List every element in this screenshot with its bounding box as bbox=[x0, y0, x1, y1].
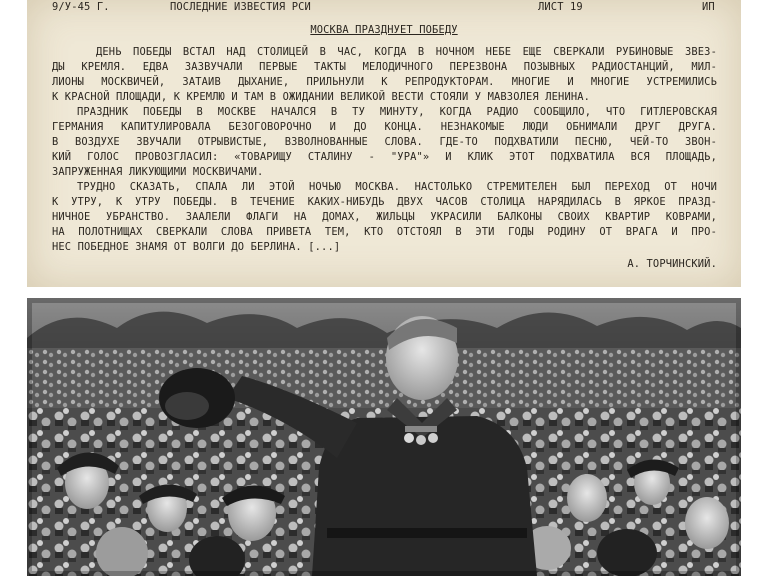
typewritten-document bbox=[27, 0, 741, 287]
text-line: К КРАСНОЙ ПЛОЩАДИ, К КРЕМЛЮ И ТАМ В ОЖИДАНИИ ВЕЛИКОЙ ВЕСТИ СТОЯЛИ У МАВЗОЛЕЯ ЛЕНИНА. bbox=[52, 91, 591, 103]
document-header bbox=[27, 0, 741, 14]
text-line: НЕС ПОБЕДНОЕ ЗНАМЯ ОТ ВОЛГИ ДО БЕРЛИНА. [...] bbox=[52, 241, 341, 253]
article-author: А. ТОРЧИНСКИЙ. bbox=[627, 258, 717, 270]
document-source: ПОСЛЕДНИЕ ИЗВЕСТИЯ РСИ bbox=[170, 1, 311, 13]
text-line: ДЫ КРЕМЛЯ. ЕДВА ЗАЗВУЧАЛИ ПЕРВЫЕ ТАКТЫ МЕЛОДИЧНОГО ПЕРЕЗВОНА ПОЗЫВНЫХ РАДИОСТАНЦИЙ, МИЛ- bbox=[52, 61, 717, 73]
text-line: ПРАЗДНИК ПОБЕДЫ В МОСКВЕ НАЧАЛСЯ В ТУ МИНУТУ, КОГДА РАДИО СООБЩИЛО, ЧТО ГИТЛЕРОВСКАЯ bbox=[77, 106, 717, 118]
text-line: ЛИОНЫ МОСКВИЧЕЙ, ЗАТАИВ ДЫХАНИЕ, ПРИЛЬНУЛИ К РЕПРОДУКТОРАМ. МНОГИЕ И МНОГИЕ УСТРЕМИЛИСЬ bbox=[52, 76, 717, 88]
article-body bbox=[52, 45, 717, 272]
document-code: ИП bbox=[702, 1, 715, 13]
sheet-number: ЛИСТ 19 bbox=[538, 1, 583, 13]
article-headline bbox=[27, 23, 741, 37]
text-line: К УТРУ, К УТРУ ПОБЕДЫ. В ТЕЧЕНИЕ КАКИХ-НИБУДЬ ДВУХ ЧАСОВ СТОЛИЦА НАРЯДИЛАСЬ В ЯРКОЕ ПРАЗД- bbox=[52, 196, 717, 208]
text-line: НА ПОЛОТНИЩАХ СВЕРКАЛИ СЛОВА ПРИВЕТА ТЕМ, КТО ОТСТОЯЛ В ЭТИ ГОДЫ РОДИНУ ОТ ВРАГА И ПРО- bbox=[52, 226, 717, 238]
document-date: 9/У-45 Г. bbox=[52, 1, 110, 13]
text-line: ГЕРМАНИЯ КАПИТУЛИРОВАЛА БЕЗОГОВОРОЧНО И ДО КОНЦА. НЕЗНАКОМЫЕ ЛЮДИ ОБНИМАЛИ ДРУГ ДРУГА. bbox=[52, 121, 717, 133]
text-line: ДЕНЬ ПОБЕДЫ ВСТАЛ НАД СТОЛИЦЕЙ В ЧАС, КОГДА В НОЧНОМ НЕБЕ ЕЩЕ СВЕРКАЛИ РУБИНОВЫЕ ЗВЕЗ- bbox=[96, 46, 717, 58]
photo-illustration bbox=[27, 298, 741, 576]
text-line: В ВОЗДУХЕ ЗВУЧАЛИ ОТРЫВИСТЫЕ, ВЗВОЛНОВАННЫЕ СЛОВА. ГДЕ-ТО ПОДХВАТИЛИ ПЕСНЮ, ЧЕЙ-ТО ЗВОН- bbox=[52, 136, 717, 148]
text-line: КИЙ ГОЛОС ПРОВОЗГЛАСИЛ: «ТОВАРИЩУ СТАЛИНУ - "УРА"» И КЛИК ЭТОТ ПОДХВАТИЛА ВСЯ ПЛОЩАДЬ, bbox=[52, 151, 717, 163]
headline-text: МОСКВА ПРАЗДНУЕТ ПОБЕДУ bbox=[310, 24, 458, 36]
victory-crowd-photo bbox=[27, 298, 741, 576]
text-line: ТРУДНО СКАЗАТЬ, СПАЛА ЛИ ЭТОЙ НОЧЬЮ МОСКВА. НАСТОЛЬКО СТРЕМИТЕЛЕН БЫЛ ПЕРЕХОД ОТ НОЧИ bbox=[77, 181, 717, 193]
text-line: НИЧНОЕ УБРАНСТВО. ЗААЛЕЛИ ФЛАГИ НА ДОМАХ, ЖИЛЬЦЫ УКРАСИЛИ БАЛКОНЫ СВОИХ КВАРТИР КОВРАМИ, bbox=[52, 211, 717, 223]
text-line: ЗАПРУЖЕННАЯ ЛИКУЮЩИМИ МОСКВИЧАМИ. bbox=[52, 166, 264, 178]
